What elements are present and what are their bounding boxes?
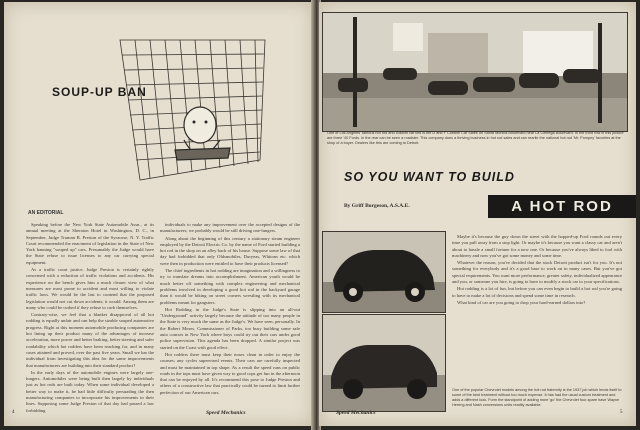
paragraph: Speaking before the New York State Automobile Assn., at its annual meeting at the Sheraton Hotel in Washington, D. C., in September, Judge Truman B. Preston of the Syracuse, N. Y. Traffic Court recommended the enactment of legislation in the State of New York banning "souped up" cars. Presumably the Judge would have the State refuse to issue licenses to any car carrying special equipment.	[26, 222, 154, 265]
page-number-right: 5	[620, 410, 623, 415]
paragraph: As a traffic court justice, Judge Preston is certainly rightly concerned with a reduction of traffic violations and accidents. His experience on the bench gives him a much clearer view of what measures are most prone to accident and most willing to violate traffic laws. We would be the last to contend that the proposed legislation would not cut down accidents; it would. Among them are many who could be curbed if they refuse to curb themselves.	[26, 267, 154, 310]
editorial-column-2	[160, 222, 300, 408]
section-label: AN EDITORIAL	[28, 210, 64, 216]
article-body	[452, 234, 622, 396]
paragraph: What kind of car are you going to drop your hard-earned dollars into?	[457, 299, 586, 305]
page-number-left: 4	[12, 410, 15, 415]
editorial-column-1	[26, 222, 154, 413]
photo-caption-bottom: One of the popular Chevrolet models among the hot rod fraternity is the 1937 job which lends itself to some of the best treatment without too much expense. It has had the usual custom treatment and adds a different look. Form the standpoint of adding more 'go' the Chevrolet four-spare have Wayne Herring and Nash conversions units readily available.	[452, 388, 622, 407]
photo-caption-top: One of Los Angeles' famous hot rod and custom car lots is the D and F Custom Car Sales on Santa Monica Boulevard near La Cienega Boulevard. In the front row in this picture are three '40 Fords. In the rear can be seen a roadster. This company does a thriving business in hot rod sales and can rearlie the national hot rod 'Mr. Pompey' favorites at the shop of a buyer. Dealers like this are coming to Detroit.	[327, 131, 624, 145]
car-lot-photo	[322, 12, 628, 132]
footer-magazine-name-right: Speed Mechanics	[336, 410, 376, 416]
editorial-title: SOUP-UP BAN	[52, 85, 147, 99]
article-title: SO YOU WANT TO BUILD	[344, 170, 515, 184]
paragraph: Hot rodding is a lot of fun, but before you can even begin to build a hot rod you're going to have to make a lot of decisions and spend some time in research.	[452, 286, 622, 298]
paragraph: Contrary-wise, we feel that a blanket disapproval of all hot rodding is equally unfair and can help the sizable souped automotive progress. Right at this moment automobile producing companies are hot lining up their product many of the advantages of increase acceleration, more power and better braking, better steering and safer roadability which hot rodders have been reaching for, and in many cases attained and proved, over the past five years. Small we bar the individual from investigating this idea for the same improvements that manufacturers are building into their standard product?	[26, 312, 154, 368]
footer-magazine-name-left: Speed Mechanics	[206, 410, 246, 416]
byline: By Griff Borgeson, A.S.A.E.	[344, 203, 410, 209]
car-photo-2	[322, 314, 446, 412]
paragraph: In the early days of the automobile engines were largely one-lungers. Automobiles were being built then largely by individuals just as hot rods are built today. When some individual developed a better way to make it, he had little difficulty persuading the then manufacturing companies to incorporate his improvements in their lines. Supposing some Judge Preston of that day had passed a law forbidding	[26, 369, 154, 413]
car-photo-1	[322, 231, 446, 313]
title-bar-text: A HOT ROD	[511, 198, 613, 215]
net-illustration	[80, 30, 280, 195]
paragraph: Maybe it's because the guy down the street with the hopped-up Ford rounds out every time you pull away from a stop light. Or maybe it's because you want a classy car and aren't about to hassle a small fortune for a new one. Or because you've always liked to fool with machinery and now you've got some money and some time.	[452, 234, 622, 258]
paragraph: individuals to make any improvement over the accepted designs of the manufacturers; we probably would be still driving one-lungers.	[160, 222, 300, 234]
title-bar	[488, 195, 636, 218]
paragraph: The chief ingredients in hot rodding are imagination and a willingness to try to translate dreams into accomplishment. American youth would be much better off something with complex engineering and mechanical problems involved in developing a good hot rod in the backyard garage than it would be hiking on street corners wrestling with its mechanical problems meant for gangsters.	[160, 268, 300, 305]
paragraph: Hot rodders there must keep their noses clean in order to enjoy the courses; any cycles supervised events. Their cars are carefully inspected and must be maintained in top shape. As a result the speed runs on public roads in the tops must have given way to good cops get fun in the afternoon that can be enjoyed by all. It's recommend this pose to Judge Preston and others of a constructive law that practically could be turned to limit further perfection of our American cars.	[160, 351, 300, 395]
paragraph: Whatever the reason, you've decided that the stock Detroit product isn't for you. It's not something for everybody and it's a good base to work on in many cases. But you've got special requirements. You want more performance, greater safety, individualized appearance and you, or someone you hire, is going to have to modify a stock car to your specifications.	[452, 260, 622, 285]
paragraph: Along about the beginning of this century a stationary steam engineer employed by the Detroit Electric Co. by the name of Ford started building a hot rod in the shop on an alley back of his house. Suppose some law of that day had forbidded that only Oldsmobiles, Duryeas, Whitons etc. which were then in production were entitled to have their products licensed?	[160, 235, 300, 266]
paragraph: Hot Rodding in the Judge's State is slipping into an all-out "Underground" activity largely because the attitude of too many people in the State is very much the same as the Judge's. We have seen, personally. In the Robert Moses, Commissioner of Parks, too busy building some safe auto courses in New York where boys could try out their cars under good police supervision. This agenda has been dropped. A similar project was started on the Coast with good effect.	[160, 306, 300, 350]
